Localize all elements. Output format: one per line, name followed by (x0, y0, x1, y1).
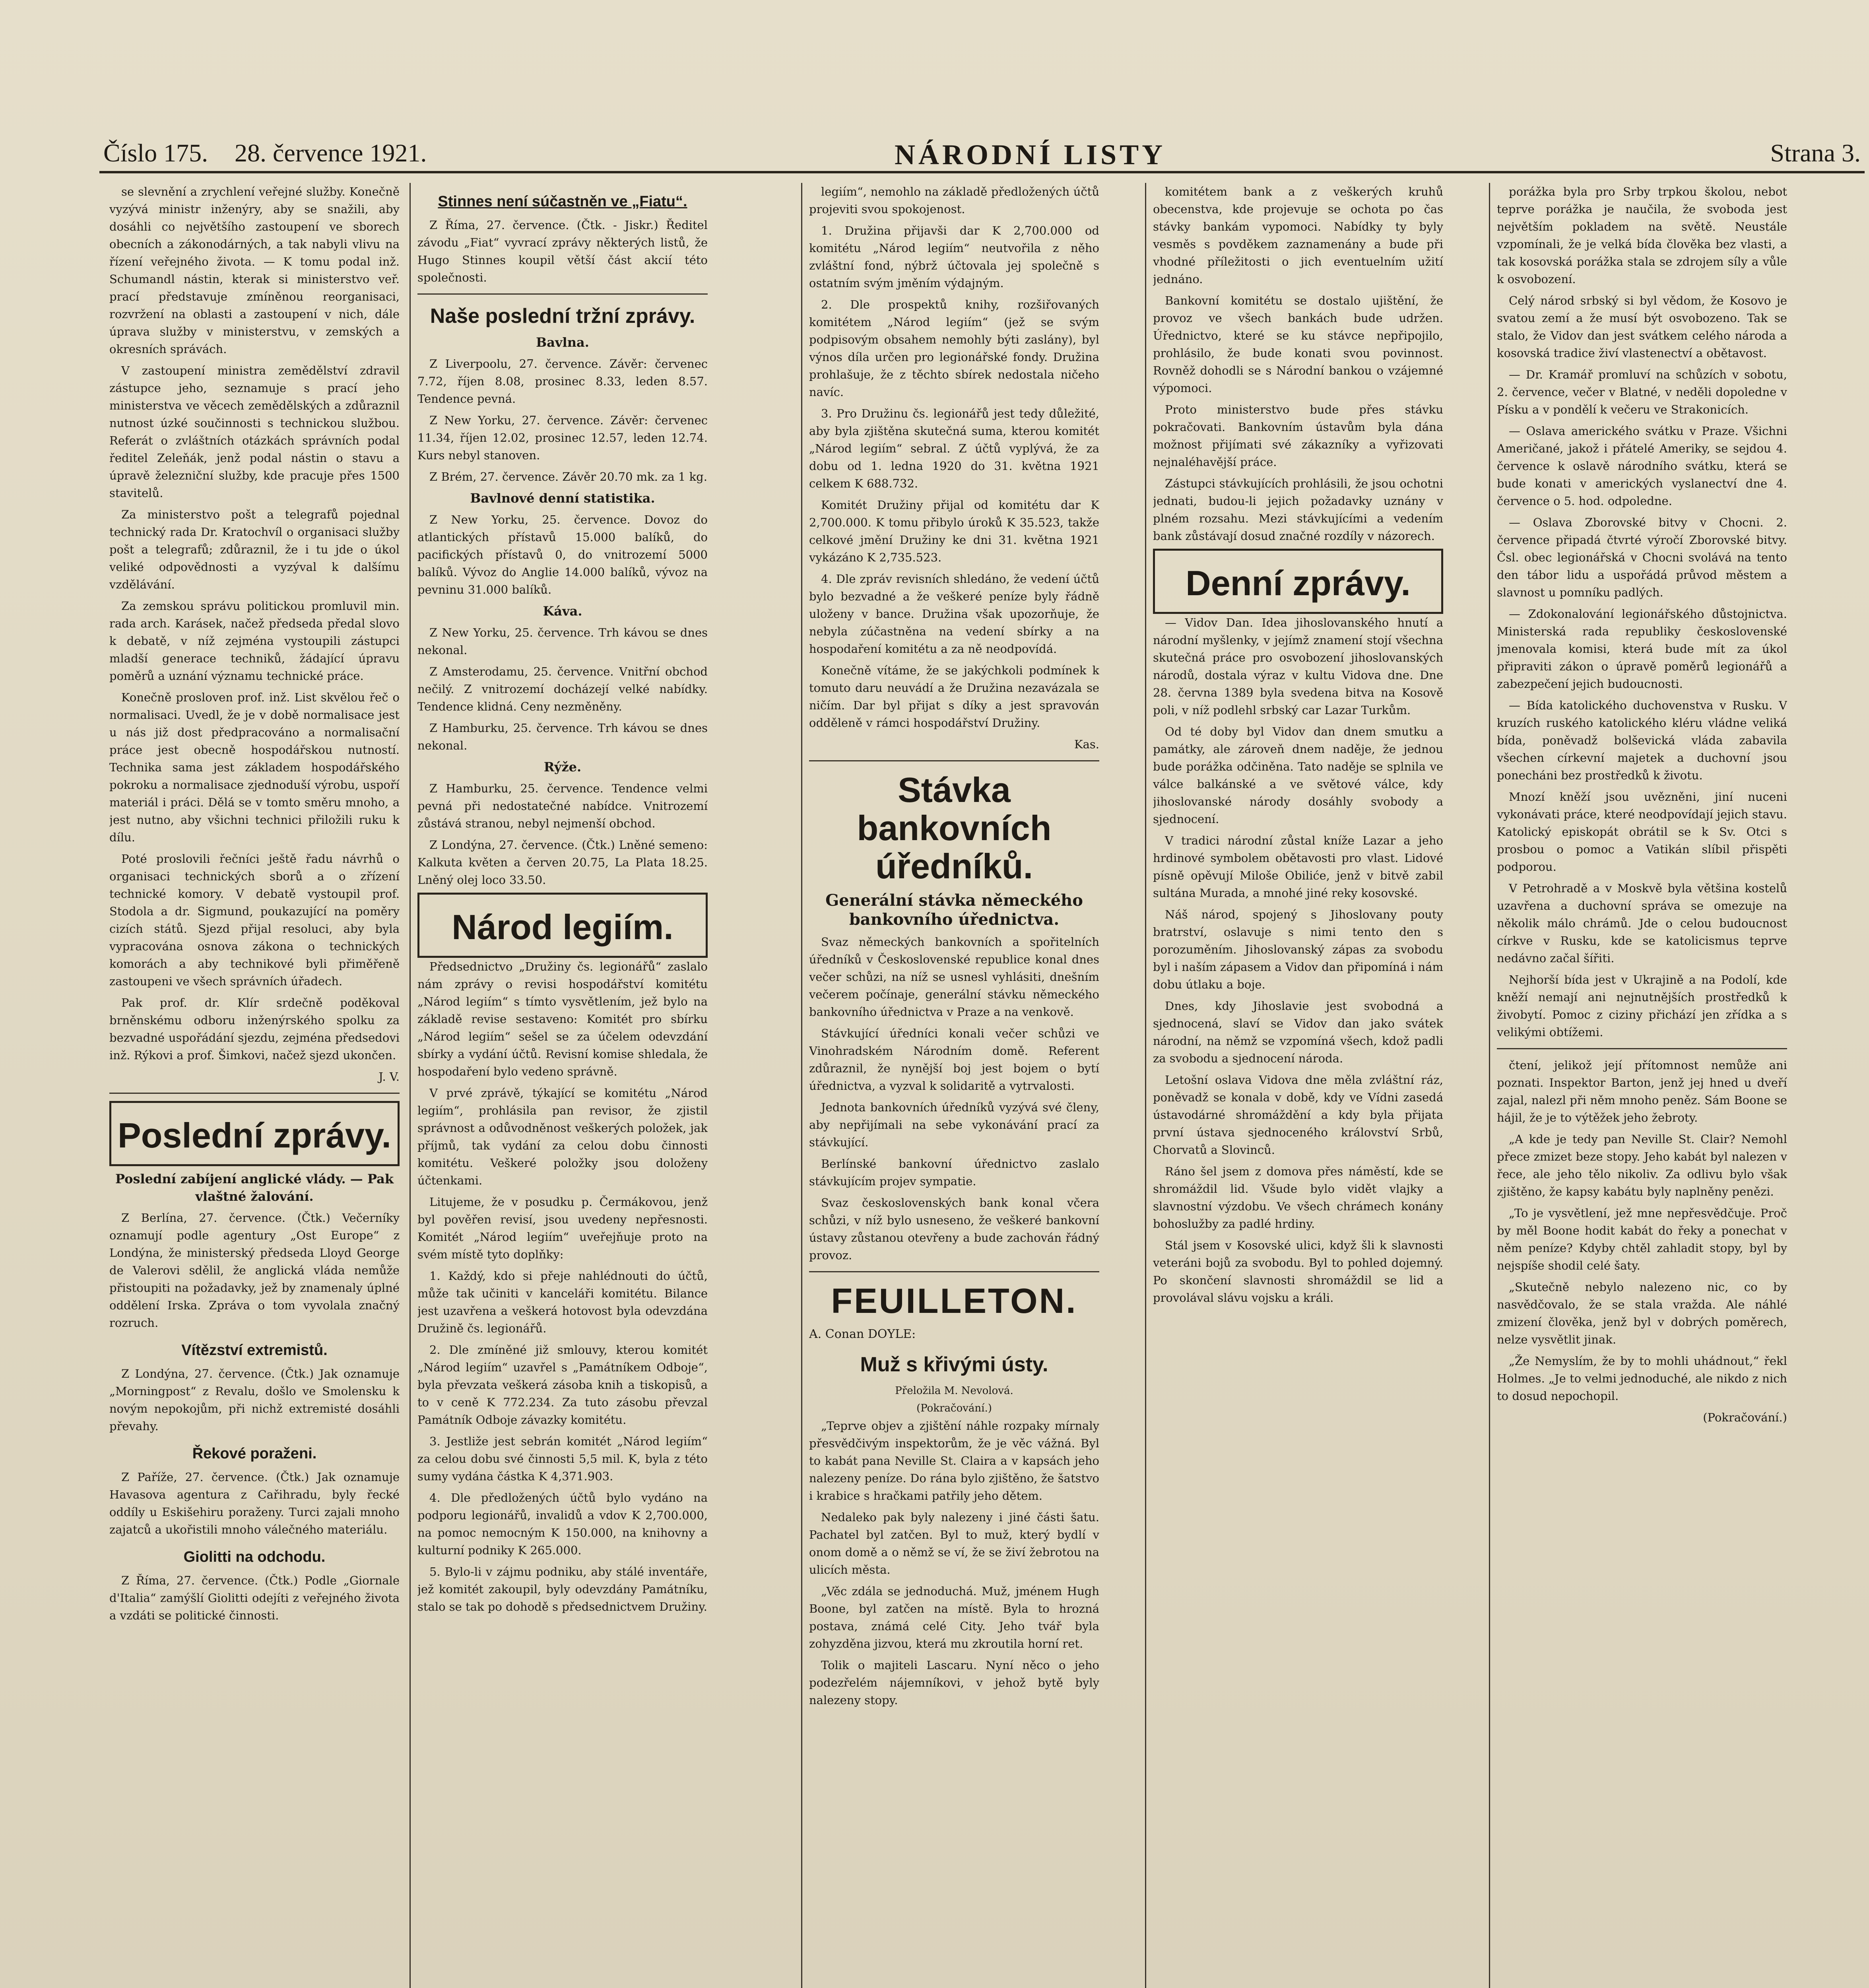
divider (809, 760, 1099, 761)
latest-news-subheading: Poslední zabíjení anglické vlády. — Pak vlaštné žalování. (115, 1171, 394, 1204)
article-paragraph: V tradici národní zůstal kníže Lazar a jeho hrdinové symbolem obětavosti pro vlast. Lidové písně opěvují Miloše Obiliće, jenž v bitvě zabil sultána Murada, a mnohé jiné reky kosovské. (1153, 834, 1443, 900)
article-paragraph: se slevnění a zrychlení veřejné služby. Konečně vyzývá ministr inženýry, aby se snažili, aby dosáhli co největšího zastoupení ve sborech obecních a zákonodárných, a tak nabyli vlivu na řízení veřejného života. — K tomu podal inž. Schumandl nástin, kterak si ministerstvo veř. prací představuje zmíněnou reorganisaci, rozvržení na oblasti a zastoupení v nich, dále úprava služby v ministerstvu, v zemských a okresních správách. (109, 185, 400, 356)
article-paragraph: Konečně vítáme, že se jakýchkoli podmínek k tomuto daru neuvádí a že Družina nezavázala se ničím. Dar byl přijat s díky a jest spravován odděleně v rámci hospodářství Družiny. (809, 664, 1099, 730)
article-paragraph: Z Londýna, 27. července. (Čtk.) Lněné semeno: Kalkuta květen a červen 20.75, La Plata 18.25. Lněný olej loco 33.50. (417, 838, 708, 887)
article-paragraph: Svaz československých bank konal včera schůzi, v níž bylo usneseno, že veškeré bankovní ústavy zůstanou otevřeny a bude zachován řádný provoz. (809, 1196, 1099, 1262)
article-paragraph: Náš národ, spojený s Jihoslovany pouty bratrství, oslavuje s nimi tento den s porozuměním. Jihoslovanský zápas za svobodu byl i naším zápasem a Vidov dan připomíná i nám dobu útlaku a boje. (1153, 908, 1443, 991)
article-paragraph: legiím“, nemohlo na základě předložených účtů projeviti svou spokojenost. (809, 185, 1099, 216)
article-paragraph: „Že Nemyslím, že by to mohli uhádnout,“ řekl Holmes. „Je to velmi jednoduché, ale nikdo z nich to dosud nepochopil. (1497, 1354, 1787, 1403)
article-paragraph: Tolik o majiteli Lascaru. Nyní něco o jeho podezřelém nájemníkovi, v jehož bytě byly nalezeny stopy. (809, 1658, 1099, 1707)
market-subheading: Káva. (543, 604, 582, 619)
article-paragraph: Z Říma, 27. července. (Čtk.) Podle „Giornale d'Italia“ zamýšlí Giolitti odejíti z veřejného života a vzdáti se politické činnosti. (109, 1574, 400, 1622)
article-paragraph: Z Paříže, 27. července. (Čtk.) Jak oznamuje Havasova agentura z Cařihradu, byly řecké oddíly u Eskišehiru poraženy. Turci zajali mnoho zajatců a ukořistili mnoho válečného materiálu. (109, 1470, 400, 1536)
article-paragraph: Z Říma, 27. července. (Čtk. - Jiskr.) Ředitel závodu „Fiat“ vyvrací zprávy některých listů, že Hugo Stinnes koupil větší část akcií této společnosti. (417, 218, 708, 284)
article-paragraph: — Bída katolického duchovenstva v Rusku. V kruzích ruského katolického kléru vládne veliká bída, poněvadž bolševická vláda zabavila všechen církevní majetek a duchovní jsou ponecháni bez prostředků k životu. (1497, 699, 1787, 782)
divider (109, 1093, 400, 1094)
column-rule (801, 183, 802, 1988)
divider (417, 293, 708, 295)
article-paragraph: — Oslava amerického svátku v Praze. Všichni Američané, jakož i přátelé Ameriky, se sejdou 4. července k oslavě národního svátku, která se bude konati v amerických vyslanectví dne 4. července o 5. hod. odpoledne. (1497, 424, 1787, 508)
issue-date: 28. července 1921. (235, 139, 427, 167)
article-paragraph: Mnozí kněží jsou uvězněni, jiní nuceni vykonávati práce, které neodpovídají jejich stavu. Katolický episkopát obrátil se k Sv. Otci s prosbou o pomoc a Vatikán slíbil přispěti podporou. (1497, 790, 1787, 874)
article-paragraph: Nedaleko pak byly nalezeny i jiné části šatu. Pachatel byl zatčen. Byl to muž, který bydlí v onom domě a o němž se ví, že se živí žebrotou na ulicích města. (809, 1510, 1099, 1576)
article-paragraph: Proto ministerstvo bude přes stávku pokračovati. Bankovním ústavům byla dána možnost přijímati své zákazníky a vyřizovati nejnaléhavější práce. (1153, 403, 1443, 469)
article-paragraph: — Oslava Zborovské bitvy v Chocni. 2. července připadá čtvrté výročí Zborovské bitvy. Čsl. obec legionářská v Chocni svolává na tento den tábor lidu a uspořádá průvod městem a slavnost u pomníku padlých. (1497, 516, 1787, 599)
article-paragraph: Od té doby byl Vidov dan dnem smutku a památky, ale zároveň dnem naděje, že jednou bude porážka odčiněna. Tato naděje se splnila ve válce balkánské a ve světové válce, kdy jihoslovanské národy dosáhly svobody a sjednocení. (1153, 725, 1443, 826)
column-rule (410, 183, 411, 1988)
feuilleton-story-title: Muž s křivými ústy. (860, 1353, 1048, 1376)
article-paragraph: „Skutečně nebylo nalezeno nic, co by nasvědčovalo, že se stala vražda. Ale náhlé zmizení člověka, jenž byl v dobrých poměrech, nelze vysvětlit jinak. (1497, 1280, 1787, 1346)
article-paragraph: „Teprve objev a zjištění náhle rozpaky mírnaly přesvědčivým inspektorům, že je věc vážná. Byl to kabát pana Neville St. Claira a v kapsách jeho nalezeny peníze. Do rána bylo zjištěno, že šatstvo i krabice s hračkami patřily jeho dětem. (809, 1419, 1099, 1503)
article-paragraph: 3. Jestliže jest sebrán komitét „Národ legiím“ za celou dobu své činnosti 5,5 mil. K, byla z této sumy vydána částka K 4,371.903. (417, 1435, 708, 1483)
article-paragraph: Stávkující úředníci konali večer schůzi ve Vinohradském Národním domě. Referent zdůraznil, že nynější boj jest bojem o bytí úřednictva, a vyzval k solidaritě a vytrvalosti. (809, 1027, 1099, 1093)
article-paragraph: V zastoupení ministra zemědělství zdravil zástupce jeho, seznamuje s prací jeho ministerstva ve věcech zemědělských a zdůraznil nutnost úzké součinnosti s technickou službou. Referát o zvláštních otázkách správních podal ředitel Zeleňák, jenž podal nástin o stavu a úpravě železniční služby, kde pracuje přes 1500 stavitelů. (109, 364, 400, 500)
article-paragraph: Z New Yorku, 27. července. Závěr: červenec 11.34, říjen 12.02, prosinec 12.57, leden 12.74. Kurs nebyl stanoven. (417, 414, 708, 462)
article-paragraph: Letošní oslava Vidova dne měla zvláštní ráz, poněvadž se konala v době, kdy ve Vídni zasedá ústavodárné shromáždění a kdy byla přijata první ústava sjednoceného království Srbů, Chorvatů a Slovinců. (1153, 1073, 1443, 1157)
article-paragraph: Celý národ srbský si byl vědom, že Kosovo je svatou zemí a že musí být osvobozeno. Tak se stalo, že Vidov dan jest svátkem celého národa a kosovská tradice živí vlastenectví a obětavost. (1497, 294, 1787, 360)
article-paragraph: Berlínské bankovní úřednictvo zaslalo stávkujícím projev sympatie. (809, 1157, 1099, 1188)
article-paragraph: 2. Dle zmíněné již smlouvy, kterou komitét „Národ legiím“ uzavřel s „Památníkem Odboje“, byla převzata veškerá zásoba knih a tiskopisů, a to v ceně K 772.234. Za tuto zásobu převzal Památník Odboje závazky komitétu. (417, 1343, 708, 1427)
column-1 (109, 183, 400, 1988)
article-paragraph: Z New Yorku, 25. července. Dovoz do atlantických přístavů 15.000 balíků, do pacifických přístavů 0, do vnitrozemí 5000 balíků. Vývoz do Anglie 14.000 balíků, vývoz na pevninu 31.000 balíků. (417, 513, 708, 596)
daily-news-heading: Denní zprávy. (1186, 563, 1411, 603)
article-paragraph: 4. Dle zpráv revisních shledáno, že vedení účtů bylo bezvadné a že veškeré peníze byly řádně uloženy v bance. Družina však upozorňuje, že nebyla zúčastněna na vedení sbírky a na hospodaření komitétu a za ně neodpovídá. (809, 572, 1099, 656)
article-signature: Kas. (1074, 738, 1099, 751)
article-paragraph: 3. Pro Družinu čs. legionářů jest tedy důležité, aby byla zjištěna skutečná suma, kterou komitét „Národ legiím“ sebral. Z účtů vyplývá, že za dobu od 1. ledna 1920 do 31. května 1921 celkem K 688.732. (809, 407, 1099, 490)
article-paragraph: čtení, jelikož její přítomnost nemůže ani poznati. Inspektor Barton, jenž jej hned u dveří zajal, nalezl při něm mnoho peněz. Sám Boone se hájil, že je to výtěžek jeho žebroty. (1497, 1058, 1787, 1124)
article-paragraph: — Vidov Dan. Idea jihoslovanského hnutí a národní myšlenky, v jejímž znamení stojí všechna skutečná práce pro osvobození jihoslovanských národů, dostala výraz v kultu Vidova dne. Dne 28. června 1389 byla svedena bitva na Kosově poli, v níž podlehl srbský car Lazar Turkům. (1153, 616, 1443, 717)
article-paragraph: Předsednictvo „Družiny čs. legionářů“ zaslalo nám zprávy o revisi hospodářství komitétu „Národ legiím“ s tímto vysvětlením, jež bylo na základě revise sestaveno: Komitét pro sbírku „Národ legiím“ sešel se za účelem odevzdání sbírky a vydání účtů. Revisní komise shledala, že hospodaření bylo vedeno správně. (417, 960, 708, 1078)
article-paragraph: Z Liverpoolu, 27. července. Závěr: červenec 7.72, říjen 8.08, prosinec 8.33, leden 8.57. Tendence pevná. (417, 357, 708, 406)
article-paragraph: 2. Dle prospektů knihy, rozšiřovaných komitétem „Národ legiím“ (jež se svým podpisovým obsahem nemohly býti zaslány), byl výnos díla určen pro legionářské fondy. Družina prohlašuje, že z těchto sbírek nedostala ničeho navíc. (809, 298, 1099, 399)
column-2 (417, 183, 708, 1988)
market-heading: Naše poslední tržní zprávy. (430, 305, 695, 328)
article-paragraph: Stál jsem v Kosovské ulici, když šli k slavnosti veteráni bojů za svobodu. Byl to pohled dojemný. Po skončení slavnosti shromáždil se lid a provolával slávu vojsku a králi. (1153, 1239, 1443, 1305)
column-rule (1145, 183, 1146, 1988)
market-subheading: Bavlna. (536, 335, 589, 350)
daily-news-box (1153, 549, 1443, 614)
article-paragraph: „Věc zdála se jednoduchá. Muž, jménem Hugh Boone, byl zatčen na místě. Byla to hrozná postava, známá celé City. Jeho tvář byla zohyzděna jizvou, která mu zkroutila horní ret. (809, 1584, 1099, 1650)
stinnes-heading: Stinnes není súčastněn ve „Fiatu“. (438, 193, 687, 210)
market-subheading: Rýže. (543, 759, 582, 775)
strike-subheading: Generální stávka německého bankovního úřednictva. (825, 891, 1083, 929)
article-paragraph: Nejhorší bída jest v Ukrajině a na Podolí, kde kněží nemají ani nejnutnějších prostředků k živobytí. Pomoc z ciziny přichází jen zřídka a s velikými obtížemi. (1497, 973, 1787, 1039)
latest-news-box (109, 1101, 400, 1166)
article-paragraph: Zástupci stávkujících prohlásili, že jsou ochotni jednati, budou-li jejich požadavky uznány v plném rozsahu. Mezi stávkujícími a vedením bank zůstávají dosud značné rozdíly v názorech. (1153, 477, 1443, 543)
article-paragraph: Bankovní komitétu se dostalo ujištění, že provoz ve všech bankách bude udržen. Úřednictvo, které se ku stávce nepřipojilo, prohlásilo, že bude konati svou povinnost. Rovněž dohodli se s Národní bankou o vzájemné výpomoci. (1153, 294, 1443, 395)
article-paragraph: 5. Bylo-li v zájmu podniku, aby stálé inventáře, jež komitét zakoupil, byly odevzdány Památníku, stalo se tak po dohodě s předsednictvem Družiny. (417, 1565, 708, 1613)
market-subheading: Bavlnové denní statistika. (470, 491, 655, 506)
article-paragraph: porážka byla pro Srby trpkou školou, nebot teprve porážka je naučila, že svoboda jest největším pokladem na světě. Neustále vzpomínali, že je velká bída člověka bez vlasti, a tak kosovská porážka stala se zdrojem síly a vůle k osvobození. (1497, 185, 1787, 286)
latest-news-heading: Poslední zprávy. (118, 1116, 391, 1155)
newspaper-title: NÁRODNÍ LISTY (895, 139, 1166, 171)
article-signature: J. V. (378, 1070, 400, 1083)
article-paragraph: V prvé zprávě, týkající se komitétu „Národ legiím“, prohlásila pan revisor, že zjistil správnost a odůvodněnost veškerých položek, jak příjmů, tak vydání za celou dobu činnosti komitétu. Veškeré položky jsou doloženy účtenkami. (417, 1086, 708, 1187)
legion-heading: Národ legiím. (452, 907, 673, 947)
article-paragraph: Konečně prosloven prof. inž. List skvělou řeč o normalisaci. Uvedl, že je v době normalisace jest u nás již dost předpracováno a normalisační práce jest obecně hospodářskou nutností. Technika sama jest základem hospodářského pokroku a normalisace zjednoduší výrobu, uspoří materiál i práci. Dělá se v tomto směru mnoho, a jest nutno, aby všichni technici přiložili ruku k dílu. (109, 691, 400, 844)
section-heading: Giolitti na odchodu. (183, 1549, 326, 1565)
article-paragraph: Svaz německých bankovních a spořitelních úředníků v Československé republice konal dnes večer schůzi, na níž se usnesl vyhlásiti, dnešním večerem počínaje, generální stávku německého bankovního úřednictva v Praze a na venkově. (809, 935, 1099, 1019)
article-paragraph: — Dr. Kramář promluví na schůzích v sobotu, 2. července, večer v Blatné, v neděli dopoledne v Písku a v pondělí k večeru ve Strakonicích. (1497, 368, 1787, 416)
feuilleton-author: A. Conan DOYLE: (809, 1327, 916, 1341)
article-paragraph: Pak prof. dr. Klír srdečně poděkoval brněnskému odboru inženýrského spolku za bezvadné uspořádání sjezdu, zejména předsedovi inž. Rýkovi a prof. Šimkovi, načež sjezd ukončen. (109, 996, 400, 1062)
article-paragraph: 4. Dle předložených účtů bylo vydáno na podporu legionářů, invalidů a vdov K 2,700.000, na pomoc nemocným K 150.000, na knihovny a kulturní podniky K 265.000. (417, 1491, 708, 1557)
feuilleton-heading: FEUILLETON. (831, 1281, 1077, 1320)
article-paragraph: Z Hamburku, 25. července. Tendence velmi pevná při nedostatečné nabídce. Vnitrozemí zůstává stranou, nebyl nejmenší obchod. (417, 782, 708, 830)
legion-heading-box (417, 893, 708, 958)
strike-heading: Stávka bankovních úředníků. (857, 770, 1052, 886)
article-paragraph: Komitét Družiny přijal od komitétu dar K 2,700.000. K tomu přibylo úroků K 35.523, takže celkové jmění Družiny ke dni 31. května 1921 vykázáno K 2,735.523. (809, 498, 1099, 564)
issue-number: Číslo 175. (103, 139, 208, 167)
feuilleton-continuation: (Pokračování.) (916, 1402, 992, 1414)
article-paragraph: Za zemskou správu politickou promluvil min. rada arch. Karásek, načež předseda předal slovo k debatě, v níž zejména vystoupili zástupci mladší generace techniků, žádající úpravu poměrů a uznání významu technické práce. (109, 599, 400, 683)
article-paragraph: Litujeme, že v posudku p. Čermákovou, jenž byl pověřen revisí, jsou uvedeny nepřesnosti. Komitét „Národ legiím“ uveřejňuje proto na svém místě tyto doplňky: (417, 1195, 708, 1261)
article-paragraph: Za ministerstvo pošt a telegrafů pojednal technický rada Dr. Kratochvíl o organisaci služby pošt a telegrafů; zdůraznil, že i tu jde o úkol veliké odpovědnosti a vyzýval k dalšímu vzdělávání. (109, 508, 400, 591)
column-5 (1497, 183, 1787, 1988)
article-paragraph: Dnes, kdy Jihoslavie jest svobodná a sjednocená, slaví se Vidov dan jako svátek národní, na němž se vzpomíná všech, kdož padli za svobodu a sjednocení národa. (1153, 999, 1443, 1065)
section-heading: Vítězství extremistů. (181, 1342, 328, 1359)
article-paragraph: — Zdokonalování legionářského důstojnictva. Ministerská rada republiky československé jmenovala komisi, která bude mít za úkol připraviti zákon o úpravě poměrů legionářů a zabezpečení jejich budoucnosti. (1497, 607, 1787, 691)
article-paragraph: Z Hamburku, 25. července. Trh kávou se dnes nekonal. (417, 721, 708, 752)
article-paragraph: „A kde je tedy pan Neville St. Clair? Nemohl přece zmizet beze stopy. Jeho kabát byl nalezen v řece, ale jeho tělo nikoliv. Za odlivu bylo však zjištěno, že kapsy kabátu byly naplněny penězi. (1497, 1132, 1787, 1198)
article-paragraph: Jednota bankovních úředníků vyzývá své členy, aby nepřijímali na sebe vykonávání prací za stávkující. (809, 1101, 1099, 1149)
article-paragraph: „To je vysvětlení, jež mne nepřesvědčuje. Proč by měl Boone hodit kabát do řeky a ponechat v něm peníze? Kdyby chtěl zahladit stopy, byl by nejspíše shodil celé šaty. (1497, 1206, 1787, 1272)
article-paragraph: Poté proslovili řečníci ještě řadu návrhů o organisaci technických sborů a o zřízení technické komory. V debatě vystoupil prof. Stodola a dr. Sigmund, poukazující na poměry cizích států. Sjezd přijal resoluci, aby byla vypracována osnova zákona o technických komorách a aby technikové byli přiměřeně zastoupeni ve všech správních úřadech. (109, 852, 400, 988)
article-paragraph: Z New Yorku, 25. července. Trh kávou se dnes nekonal. (417, 626, 708, 657)
article-paragraph: Z Amsterodamu, 25. července. Vnitřní obchod nečilý. Z vnitrozemí docházejí velké nabídky. Tendence klidná. Ceny nezměněny. (417, 665, 708, 713)
column-3 (809, 183, 1099, 1988)
article-paragraph: Ráno šel jsem z domova přes náměstí, kde se shromáždil lid. Všude bylo vidět vlajky a slavnostní výzdobu. Ve všech chrámech konány bohoslužby za padlé hrdiny. (1153, 1165, 1443, 1231)
masthead (99, 131, 1865, 173)
divider (1497, 1048, 1787, 1049)
continuation-note: (Pokračování.) (1703, 1411, 1787, 1424)
article-paragraph: Z Londýna, 27. července. (Čtk.) Jak oznamuje „Morningpost“ z Revalu, došlo ve Smolensku k novým nepokojům, při nichž extremisté dosáhli převahy. (109, 1367, 400, 1433)
article-paragraph: Z Berlína, 27. července. (Čtk.) Večerníky oznamují podle agentury „Ost Europe“ z Londýna, že ministerský předseda Lloyd George de Valerovi sdělil, že anglická vláda nemůže přistoupiti na požadavky, jež by znamenaly úplné oddělení Irska. Zpráva o tom vyvolala značný rozruch. (109, 1211, 400, 1330)
column-4 (1153, 183, 1443, 1988)
article-paragraph: 1. Každý, kdo si přeje nahlédnouti do účtů, může tak učiniti v kanceláři komitétu. Bilance jest uzavřena a veškerá hotovost byla odevzdána Družině čs. legionářů. (417, 1269, 708, 1335)
page-number: Strana 3. (1770, 139, 1861, 167)
article-paragraph: komitétem bank a z veškerých kruhů obecenstva, kde projevuje se ochota po čas stávky bankám vypomoci. Nabídky ty byly vesměs s povděkem zaznamenány a bude při vhodné příležitosti o jich eventuelním užití jednáno. (1153, 185, 1443, 286)
article-paragraph: V Petrohradě a v Moskvě byla většina kostelů uzavřena a duchovní správa se omezuje na několik málo chrámů. Jde o celou budoucnost církve v Rusku, kde se katolicismus teprve nedávno začal šířiti. (1497, 881, 1787, 965)
feuilleton-translator: Přeložila M. Nevolová. (895, 1385, 1013, 1397)
article-paragraph: Z Brém, 27. července. Závěr 20.70 mk. za 1 kg. (429, 470, 707, 483)
article-paragraph: 1. Družina přijavši dar K 2,700.000 od komitétu „Národ legiím“ neutvořila z něho zvláštní fond, nýbrž účtovala jej společně s ostatním svým jměním výdajným. (809, 224, 1099, 290)
column-rule (1489, 183, 1490, 1988)
section-heading: Řekové poraženi. (192, 1445, 317, 1462)
divider (809, 1271, 1099, 1272)
